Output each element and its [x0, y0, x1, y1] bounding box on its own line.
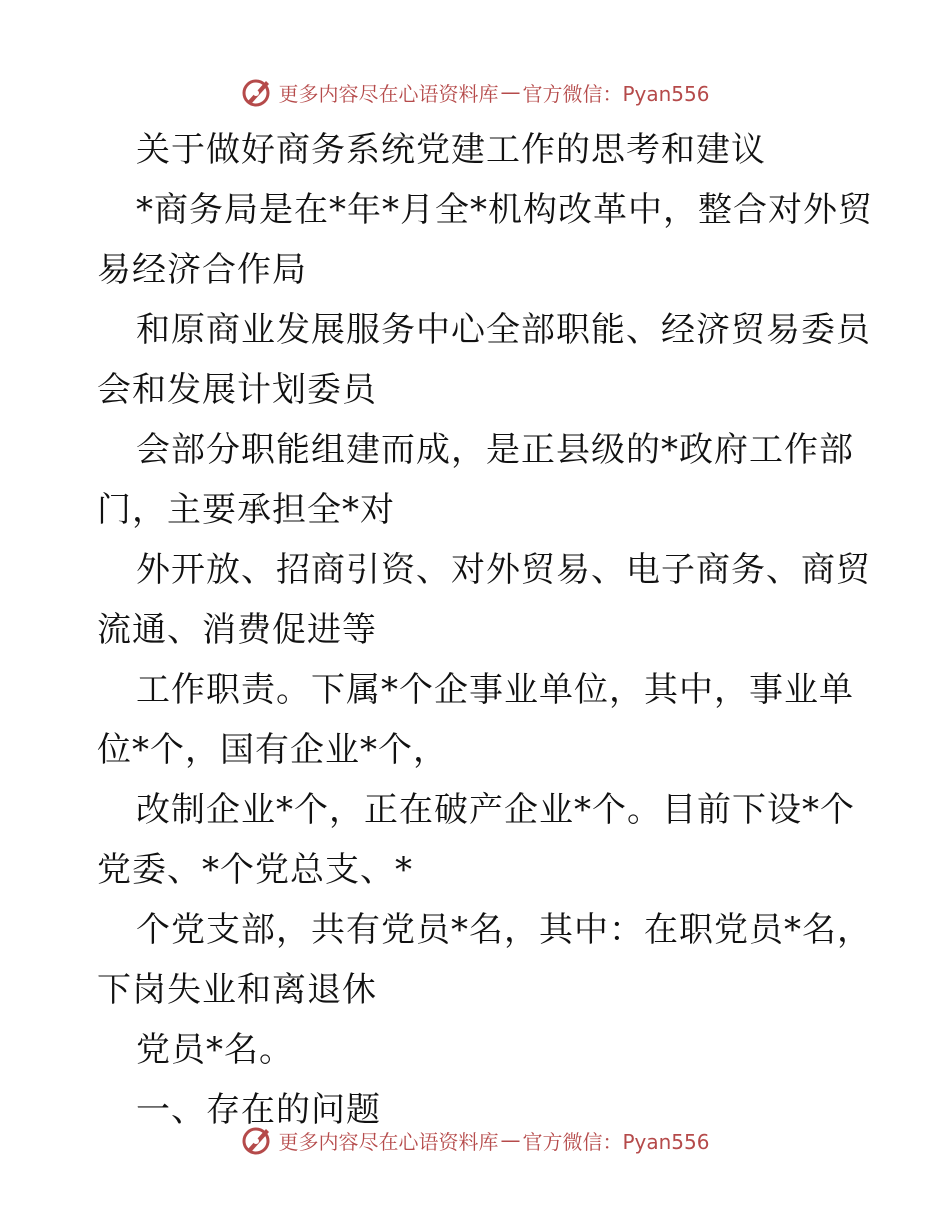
watermark-text: 更多内容尽在心语资料库: [278, 1129, 499, 1154]
watermark-text: 更多内容尽在心语资料库: [278, 81, 499, 106]
paragraph-line: 门，主要承担全*对: [97, 490, 395, 530]
paragraph-line: 位*个，国有企业*个，: [97, 730, 448, 770]
paragraph-line: 易经济合作局: [97, 250, 307, 290]
watermark-wechat: 官方微信：Pyan556: [522, 1129, 710, 1154]
paragraph-line: 流通、消费促进等: [97, 610, 377, 650]
watermark-dash: —: [500, 1128, 521, 1152]
paragraph-line: 和原商业发展服务中心全部职能、经济贸易委员: [136, 310, 871, 350]
pen-logo-icon: [240, 75, 274, 109]
paragraph-line: 会部分职能组建而成，是正县级的*政府工作部: [136, 430, 854, 470]
paragraph-line: 个党支部，共有党员*名，其中：在职党员*名，: [136, 910, 872, 950]
document-title: 关于做好商务系统党建工作的思考和建议: [136, 130, 766, 170]
watermark-dash: —: [500, 80, 521, 104]
paragraph-line: 外开放、招商引资、对外贸易、电子商务、商贸: [136, 550, 871, 590]
footer-watermark-banner: [0, 1120, 950, 1160]
document-body: [97, 120, 873, 1140]
paragraph-line: 工作职责。下属*个企事业单位，其中，事业单: [136, 670, 854, 710]
header-watermark-banner: [0, 72, 950, 112]
paragraph-line: 下岗失业和离退休: [97, 970, 377, 1010]
paragraph-line: 会和发展计划委员: [97, 370, 377, 410]
watermark-wechat: 官方微信：Pyan556: [522, 81, 710, 106]
paragraph-line: 党员*名。: [136, 1030, 294, 1070]
pen-logo-icon: [240, 1123, 274, 1157]
section-heading: 一、存在的问题: [136, 1090, 381, 1130]
paragraph-line: 改制企业*个，正在破产企业*个。目前下设*个: [136, 790, 855, 830]
paragraph-line: 党委、*个党总支、*: [97, 850, 413, 890]
paragraph-line: *商务局是在*年*月全*机构改革中，整合对外贸: [136, 190, 873, 230]
